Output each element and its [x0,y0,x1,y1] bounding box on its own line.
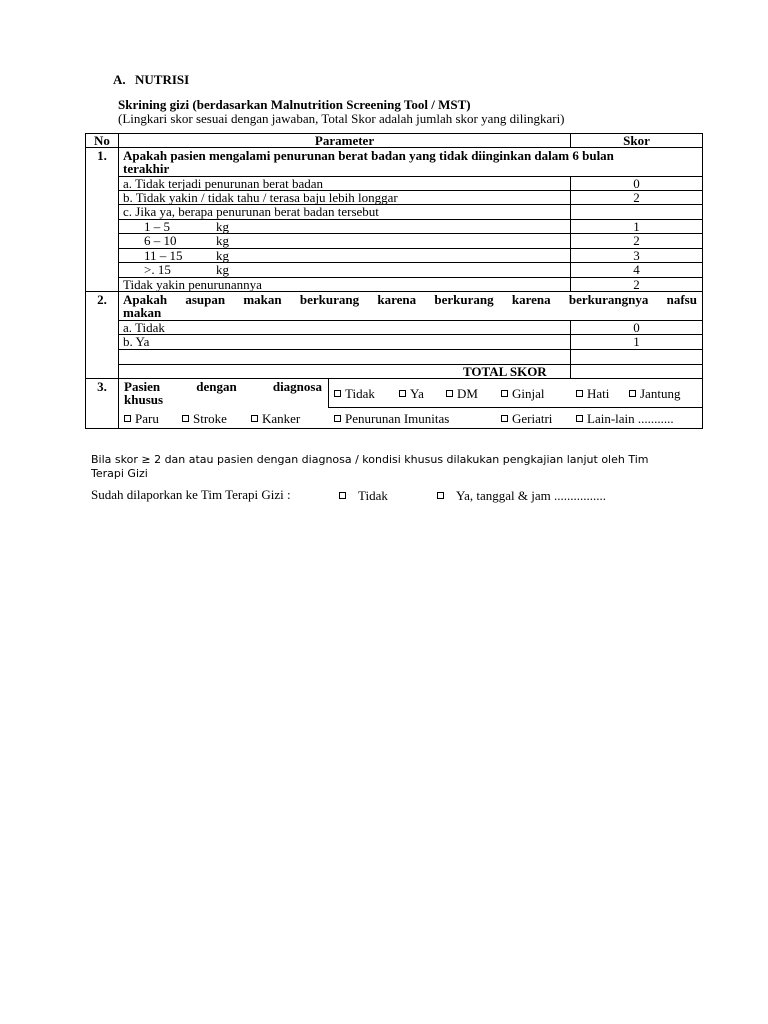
q1-option-b: b. Tidak yakin / tidak tahu / terasa baju lebih longgar [123,190,398,205]
q2-word: berkurangnya [568,292,649,307]
diag-ginjal-checkbox[interactable]: Ginjal [501,386,545,402]
q2-option-b: b. Ya [123,334,150,349]
weight-range-3: 11 – 15 [144,248,183,263]
weight-score-2[interactable]: 2 [633,233,640,248]
q1-question-line2: terakhir [123,161,170,176]
checkbox-icon [399,390,406,397]
q2-question-line2: makan [123,305,162,320]
section-marker: A. [113,72,126,87]
total-skor-value[interactable] [571,364,702,378]
q3-question-line2: khusus [124,392,164,407]
diag-penurunan-imunitas-checkbox[interactable]: Penurunan Imunitas [334,411,449,427]
checkbox-icon [576,390,583,397]
diag-geriatri-checkbox[interactable]: Geriatri [501,411,552,427]
q2-word: karena [511,292,551,307]
q2-option-a: a. Tidak [123,320,165,335]
section-title: NUTRISI [135,72,190,87]
q1-unsure-score[interactable]: 2 [633,277,640,292]
checkbox-icon [182,415,189,422]
checkbox-icon [334,415,341,422]
q1-score-b[interactable]: 2 [633,190,640,205]
checkbox-icon [446,390,453,397]
checkbox-icon [124,415,131,422]
q3-word: diagnosa [272,379,322,394]
checkbox-icon [339,492,346,499]
screening-subtitle: Skrining gizi (berdasarkan Malnutrition Screening Tool / MST) [118,97,471,112]
weight-score-1[interactable]: 1 [633,219,640,234]
checkbox-icon [576,415,583,422]
q1-number: 1. [97,148,107,163]
weight-range-4: >. 15 [144,262,171,277]
diag-dm-checkbox[interactable]: DM [446,386,478,402]
diag-jantung-checkbox[interactable]: Jantung [629,386,680,402]
report-tidak-checkbox[interactable]: Tidak [339,488,388,504]
diag-stroke-checkbox[interactable]: Stroke [182,411,227,427]
q3-word: Pasien [124,379,161,394]
diag-ya-checkbox[interactable]: Ya [399,386,424,402]
report-label: Sudah dilaporkan ke Tim Terapi Gizi : [91,487,291,502]
q1-option-c: c. Jika ya, berapa penurunan berat badan tersebut [123,204,379,219]
q2-word: berkurang [434,292,494,307]
q1-unsure-label: Tidak yakin penurunannya [123,277,262,292]
weight-unit-1: kg [216,219,229,234]
q3-word: dengan [196,379,237,394]
header-parameter: Parameter [314,133,375,148]
q2-word: Apakah [123,292,168,307]
checkbox-icon [629,390,636,397]
q2-question-line1 [123,292,697,308]
q2-score-b[interactable]: 1 [633,334,640,349]
header-skor: Skor [623,133,650,148]
weight-range-2: 6 – 10 [144,233,177,248]
weight-score-4[interactable]: 4 [633,262,640,277]
weight-unit-2: kg [216,233,229,248]
weight-score-3[interactable]: 3 [633,248,640,263]
diag-lain-lain-checkbox[interactable]: Lain-lain ........... [576,411,674,427]
report-ya-checkbox[interactable]: Ya, tanggal & jam ................ [437,488,606,504]
diag-hati-checkbox[interactable]: Hati [576,386,609,402]
total-skor-label: TOTAL SKOR [463,364,547,379]
checkbox-icon [334,390,341,397]
q1-question-line1: Apakah pasien mengalami penurunan berat badan yang tidak diinginkan dalam 6 bulan [123,148,614,163]
diag-tidak-checkbox[interactable]: Tidak [334,386,375,402]
q1-score-a[interactable]: 0 [633,176,640,191]
q2-word: berkurang [299,292,360,307]
weight-unit-3: kg [216,248,229,263]
diag-paru-checkbox[interactable]: Paru [124,411,159,427]
checkbox-icon [437,492,444,499]
q2-word: nafsu [666,292,697,307]
q1-option-a: a. Tidak terjadi penurunan berat badan [123,176,323,191]
header-no: No [94,133,110,148]
checkbox-icon [251,415,258,422]
note-line1: Bila skor ≥ 2 dan atau pasien dengan diagnosa / kondisi khusus dilakukan pengkajian lanjut oleh Tim [91,453,649,466]
note-line2: Terapi Gizi [91,467,148,480]
q3-number: 3. [97,379,107,394]
diag-kanker-checkbox[interactable]: Kanker [251,411,300,427]
checkbox-icon [501,415,508,422]
q2-number: 2. [97,292,107,307]
weight-unit-4: kg [216,262,229,277]
screening-instruction: (Lingkari skor sesuai dengan jawaban, Total Skor adalah jumlah skor yang dilingkari) [118,111,565,126]
q2-score-a[interactable]: 0 [633,320,640,335]
q2-word: asupan [185,292,226,307]
weight-range-1: 1 – 5 [144,219,170,234]
q2-word: karena [377,292,417,307]
checkbox-icon [501,390,508,397]
q2-word: makan [243,292,282,307]
